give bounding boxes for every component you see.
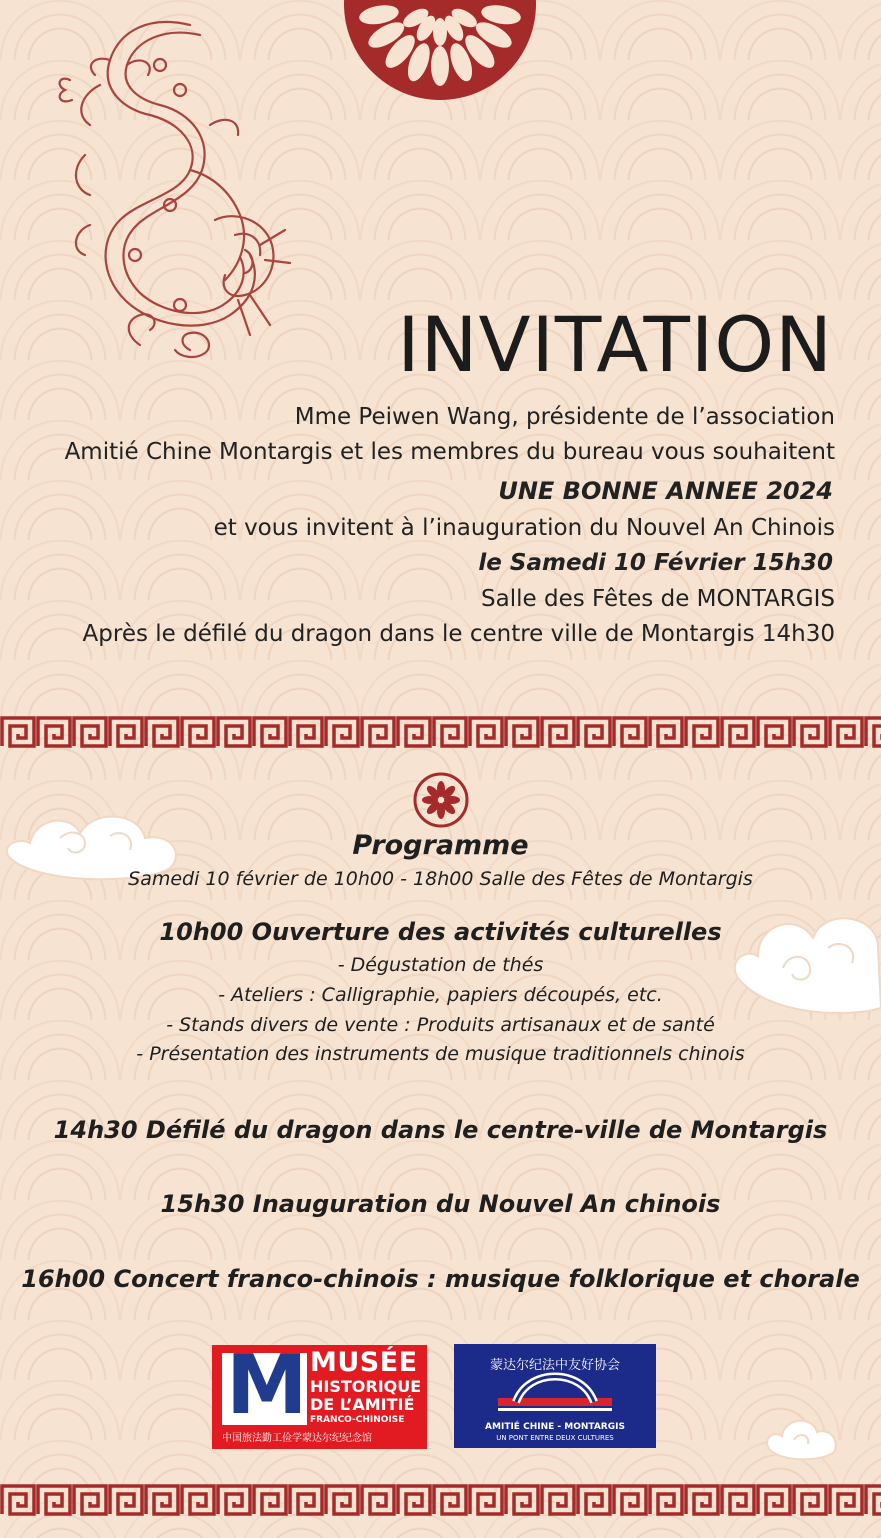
amitie-logo-line2: UN PONT ENTRE DEUX CULTURES (496, 1434, 614, 1442)
event-venue: Salle des Fêtes de MONTARGIS (481, 586, 835, 612)
amitie-logo-line1: AMITIÉ CHINE - MONTARGIS (485, 1422, 625, 1432)
musee-logo-line2: HISTORIQUE (310, 1377, 422, 1396)
musee-logo-line4: FRANCO-CHINOISE (310, 1415, 405, 1425)
programme-title: Programme (352, 830, 529, 861)
activity-item: - Dégustation de thés (337, 954, 544, 976)
event-concert: 16h00 Concert franco-chinois : musique folklorique et chorale (21, 1265, 860, 1293)
activity-item: - Ateliers : Calligraphie, papiers découpés, etc. (218, 984, 663, 1006)
dragon-icon (40, 5, 300, 375)
programme-subtitle: Samedi 10 février de 10h00 - 18h00 Salle des Fêtes de Montargis (128, 868, 753, 890)
musee-logo-line3: DE L’AMITIÉ (310, 1395, 415, 1414)
chrysanthemum-icon (308, 0, 572, 130)
event-parade: 14h30 Défilé du dragon dans le centre-ville de Montargis (53, 1116, 828, 1144)
greek-key-border (0, 1480, 881, 1520)
new-year-greeting: UNE BONNE ANNEE 2024 (498, 477, 833, 505)
greek-key-border (0, 712, 881, 752)
event-inauguration: 15h30 Inauguration du Nouvel An chinois (160, 1190, 721, 1218)
musee-logo-chinese: 中国旅法勤工俭学蒙达尔纪纪念馆 (222, 1433, 372, 1444)
invitation-title: INVITATION (397, 300, 833, 389)
cloud-icon (762, 1410, 842, 1465)
amitie-logo (454, 1344, 656, 1448)
flower-medallion-icon (412, 771, 470, 829)
invitation-line: et vous invitent à l’inauguration du Nouvel An Chinois (213, 515, 835, 541)
host-line: Mme Peiwen Wang, présidente de l’association (294, 404, 835, 430)
parade-line: Après le défilé du dragon dans le centre ville de Montargis 14h30 (82, 621, 835, 647)
musee-logo-letter: M (226, 1338, 308, 1433)
activities-title: 10h00 Ouverture des activités culturelles (159, 918, 722, 946)
association-line: Amitié Chine Montargis et les membres du bureau vous souhaitent (64, 439, 835, 465)
event-date: le Samedi 10 Février 15h30 (478, 550, 833, 576)
activity-item: - Présentation des instruments de musique traditionnels chinois (136, 1043, 745, 1065)
amitie-logo-chinese: 蒙达尔纪法中友好协会 (489, 1358, 620, 1373)
bridge-icon (498, 1372, 612, 1420)
activity-item: - Stands divers de vente : Produits artisanaux et de santé (166, 1014, 715, 1036)
musee-logo-line1: MUSÉE (310, 1347, 418, 1378)
musee-logo (212, 1338, 427, 1449)
